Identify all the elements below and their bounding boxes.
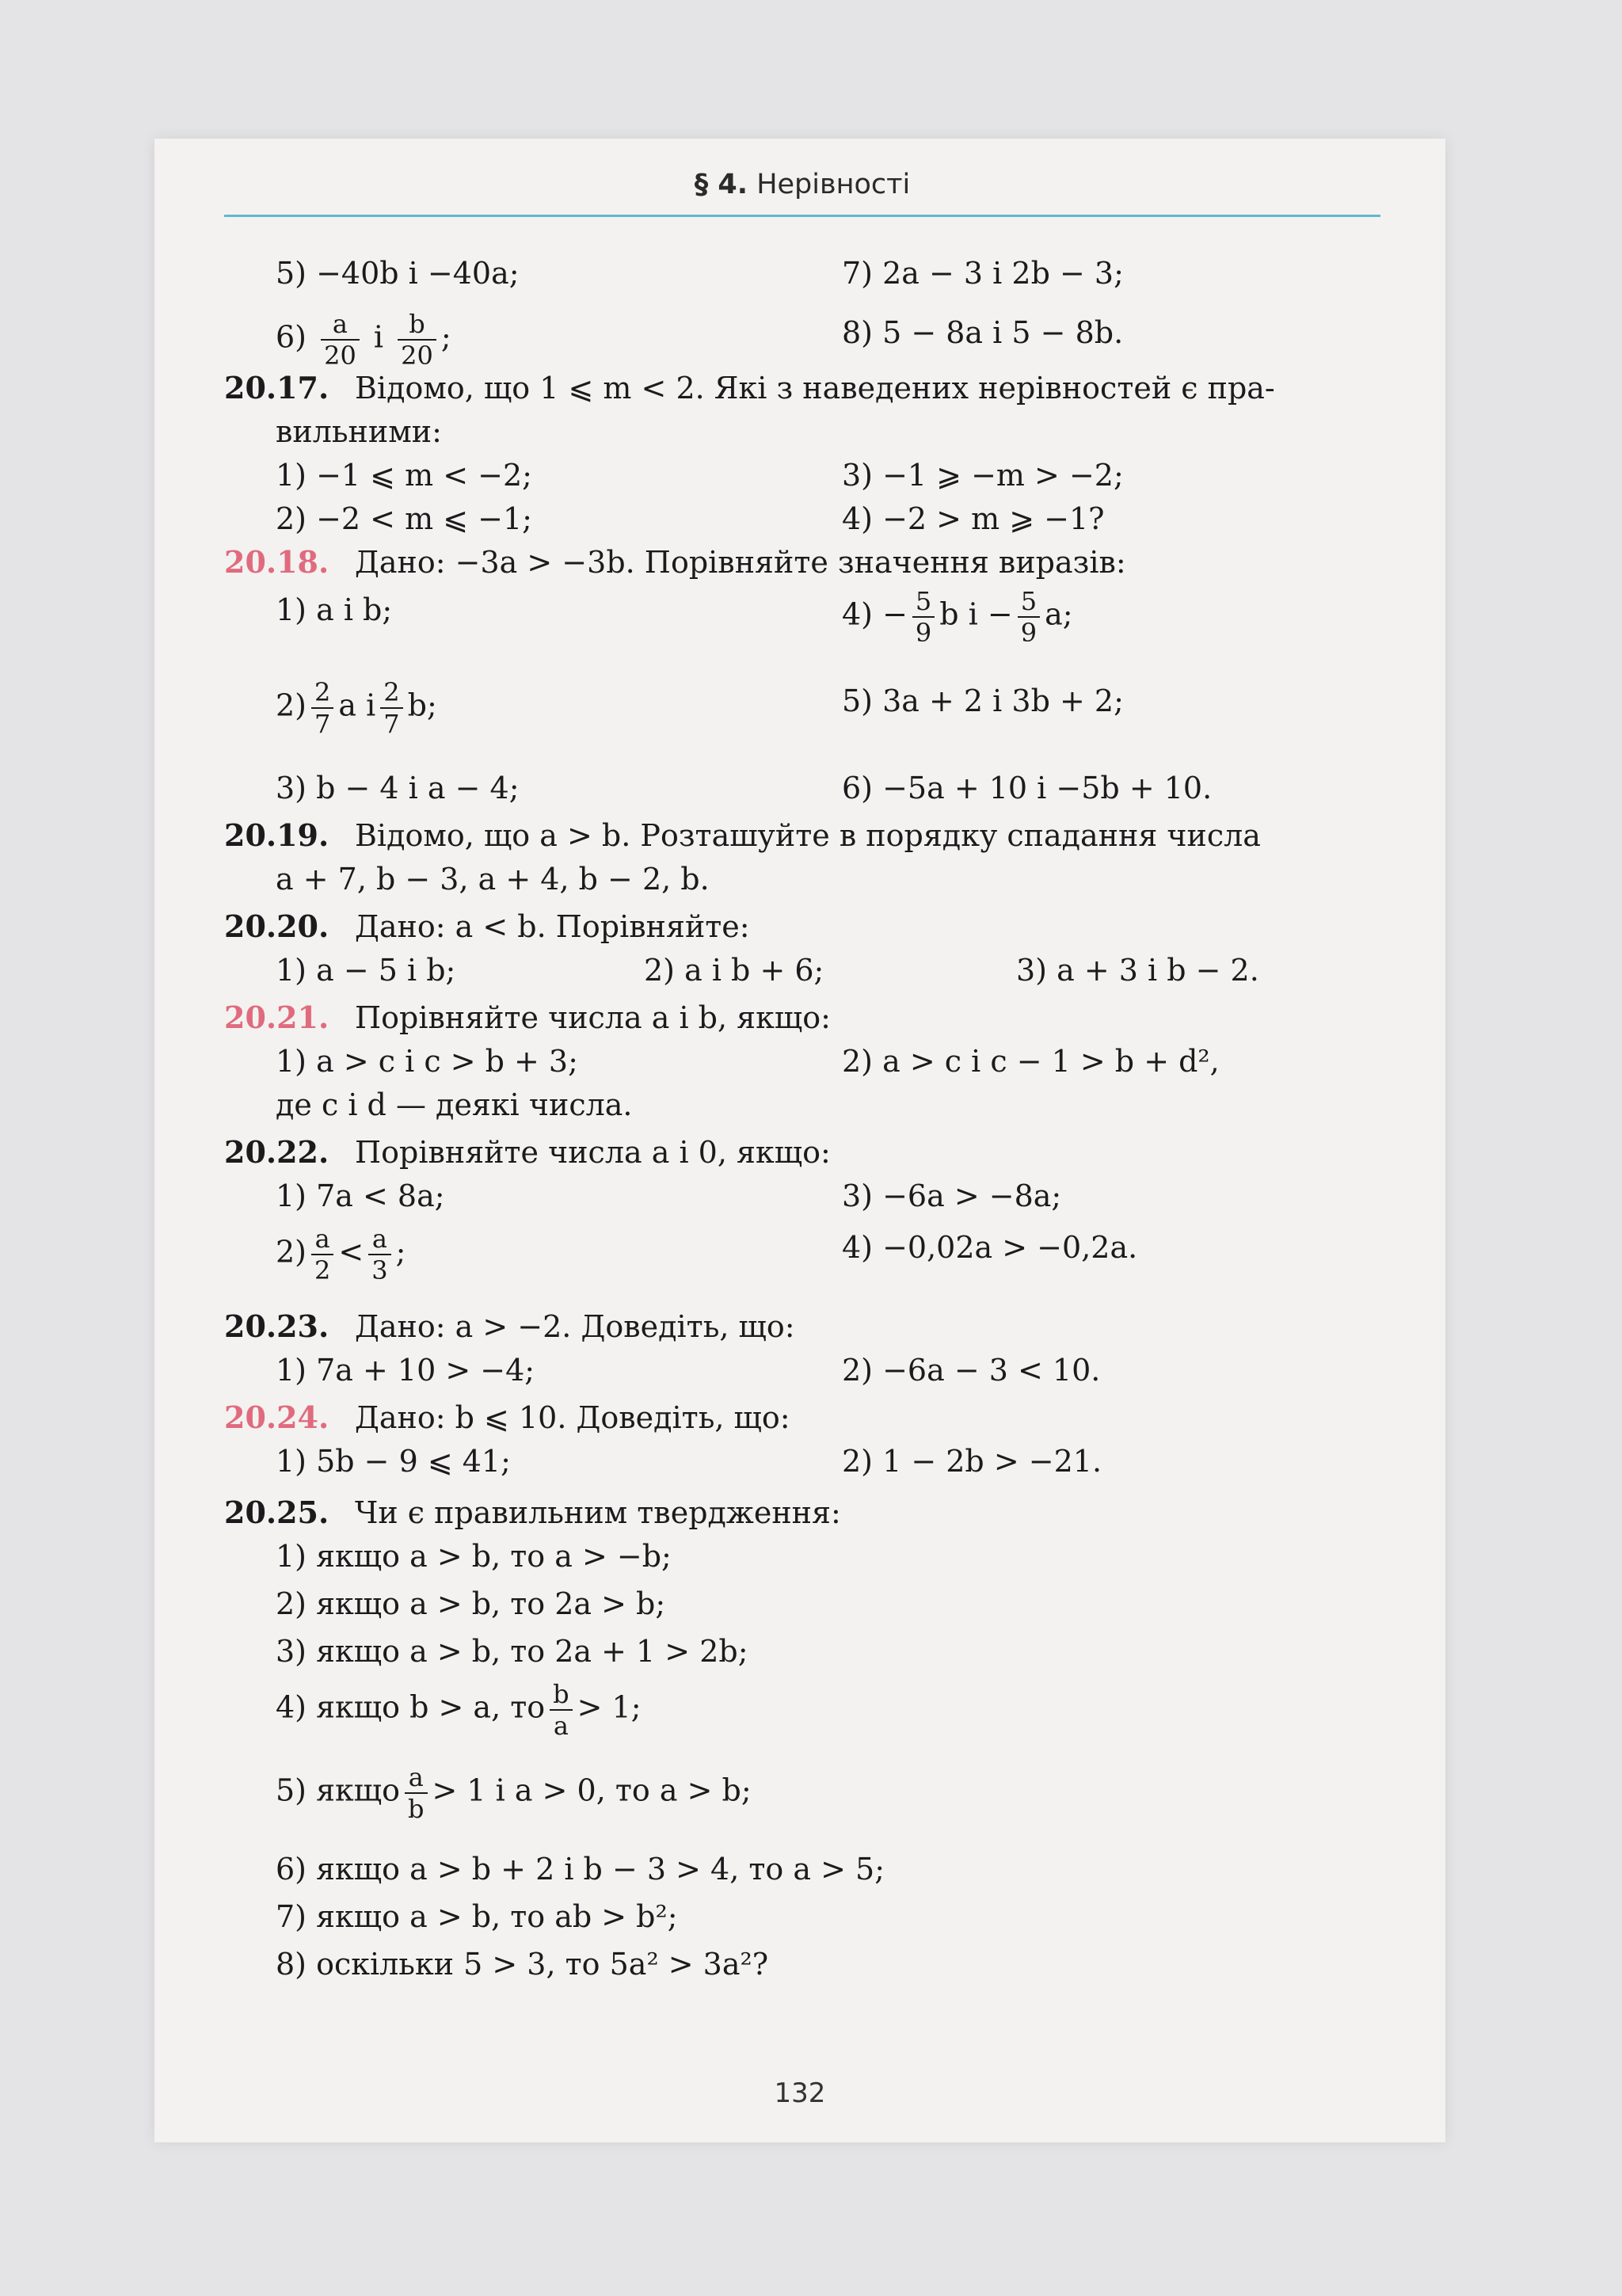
exercise-line: 1) якщо a > b, то a > −b; [276, 1539, 672, 1574]
exercise-number: 20.17. [224, 370, 329, 406]
exercise-line: 1) 7a < 8a; 3) −6a > −8a; [276, 1178, 1062, 1213]
exercise-line: 8) оскільки 5 > 3, то 5a² > 3a²? [276, 1947, 769, 1982]
exercise-line: 6) якщо a > b + 2 і b − 3 > 4, то a > 5; [276, 1852, 885, 1887]
exercise-20-17 [224, 364, 1380, 412]
fraction: $\frac{2}{7}$ [380, 677, 402, 739]
exercise-number: 20.18. [224, 544, 329, 580]
fraction: $\frac{b}{20}$ [398, 309, 436, 371]
fraction: $\frac{5}{9}$ [912, 586, 935, 648]
exercise-number: 20.23. [224, 1308, 329, 1344]
header-rule [224, 215, 1380, 217]
exercise-line: 1) −1 ⩽ m < −2; 3) −1 ⩾ −m > −2; [276, 458, 1124, 493]
exercise-line: 1) 7a + 10 > −4; 2) −6a − 3 < 10. [276, 1353, 1101, 1388]
exercise-line: 3) якщо a > b, то 2a + 1 > 2b; [276, 1634, 748, 1669]
section-title: Нерівності [756, 169, 911, 200]
exercise-number: 20.24. [224, 1399, 329, 1435]
exercise-line: вильними: [276, 414, 442, 449]
exercise-line: 2) −2 < m ⩽ −1; 4) −2 > m ⩾ −1? [276, 501, 1105, 536]
exercise-20-23: 20.23. Дано: a > −2. Доведіть, що: [224, 1303, 1380, 1350]
textbook-page [154, 139, 1445, 2142]
exercise-line: 2) якщо a > b, то 2a > b; [276, 1586, 666, 1621]
exercise-line [224, 293, 1380, 372]
exercise-line: 1) a і b; 4) − $\frac{5}{9}$ b і − $\frac{5}{9}$ a; [276, 586, 1073, 648]
item-8: 8) 5 − 8a і 5 − 8b. [842, 315, 1124, 350]
exercise-line: 2) $\frac{a}{2}$ < $\frac{a}{3}$ ; 4) −0,02a > −0,2a. [276, 1224, 1138, 1285]
exercise-number: 20.19. [224, 817, 329, 853]
exercise-number: 20.20. [224, 908, 329, 944]
exercise-line: 1) 5b − 9 ⩽ 41; 2) 1 − 2b > −21. [276, 1444, 1102, 1479]
exercise-20-19: 20.19. Відомо, що a > b. Розташуйте в порядку спадання числа [224, 812, 1380, 859]
exercise-20-21: 20.21. Порівняйте числа a і b, якщо: [224, 994, 1380, 1041]
exercise-text: Відомо, що 1 ⩽ m < 2. Які з наведених нерівностей є пра- [355, 371, 1275, 406]
exercise-20-25: 20.25. Чи є правильним твердження: [224, 1489, 1380, 1536]
exercise-line: 2) $\frac{2}{7}$ a і $\frac{2}{7}$ b; 5) 3a + 2 і 3b + 2; [276, 677, 1124, 739]
exercise-line: 3) b − 4 і a − 4; 6) −5a + 10 і −5b + 10. [276, 771, 1213, 805]
exercise-number: 20.22. [224, 1134, 329, 1170]
exercise-number: 20.21. [224, 1000, 329, 1035]
item-5: 5) −40b і −40a; [276, 256, 520, 291]
exercise-20-20: 20.20. Дано: a < b. Порівняйте: [224, 903, 1380, 950]
running-header [224, 169, 1380, 200]
item-7: 7) 2a − 3 і 2b − 3; [842, 256, 1124, 291]
fraction: $\frac{a}{2}$ [311, 1224, 333, 1285]
exercise-line: 1) a > c і c > b + 3; 2) a > c і c − 1 > b + d², [276, 1044, 1220, 1079]
fraction: $\frac{2}{7}$ [311, 677, 333, 739]
item-6: 6) $\frac{a}{20}$ і $\frac{b}{20}$ ; [276, 309, 451, 371]
fraction: $\frac{a}{b}$ [405, 1762, 427, 1824]
exercise-20-24: 20.24. Дано: b ⩽ 10. Доведіть, що: [224, 1394, 1380, 1441]
exercise-line: де c і d — деякі числа. [276, 1087, 633, 1122]
section-number: § 4. [694, 169, 748, 200]
exercise-line: a + 7, b − 3, a + 4, b − 2, b. [276, 862, 710, 897]
fraction: $\frac{a}{3}$ [368, 1224, 390, 1285]
page-number: 132 [774, 2077, 826, 2109]
exercise-line: 1) a − 5 і b; 2) a і b + 6; 3) a + 3 і b − 2. [276, 953, 1259, 988]
exercise-line [224, 249, 1380, 297]
exercise-line: 5) якщо $\frac{a}{b}$ > 1 і a > 0, то a > b; [276, 1762, 752, 1824]
exercise-20-22: 20.22. Порівняйте числа a і 0, якщо: [224, 1129, 1380, 1176]
exercise-line: 7) якщо a > b, то ab > b²; [276, 1899, 678, 1934]
fraction: $\frac{b}{a}$ [550, 1679, 572, 1741]
exercise-20-18: 20.18. Дано: −3a > −3b. Порівняйте значення виразів: [224, 539, 1380, 586]
exercise-number: 20.25. [224, 1494, 329, 1530]
fraction: $\frac{a}{20}$ [321, 309, 360, 371]
exercise-line: 4) якщо b > a, то $\frac{b}{a}$ > 1; [276, 1679, 642, 1741]
fraction: $\frac{5}{9}$ [1018, 586, 1040, 648]
